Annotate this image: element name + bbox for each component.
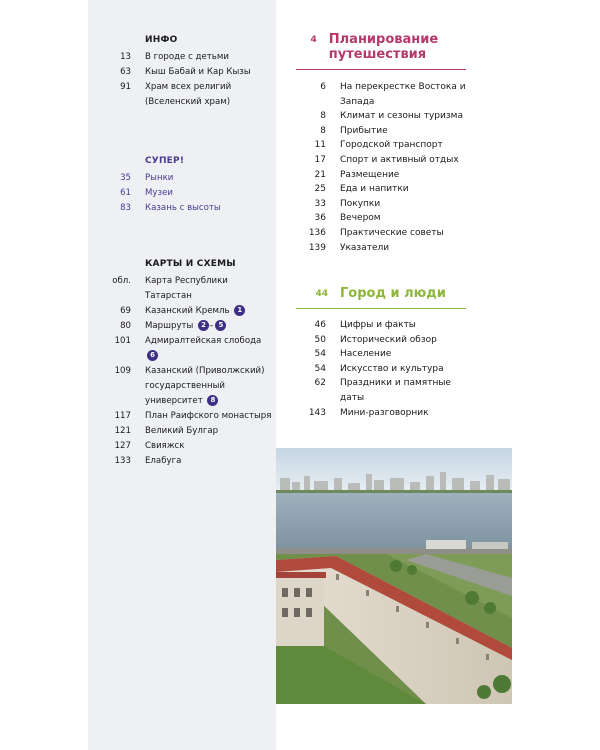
list-item[interactable]: 91 Храм всех религий (Вселенский храм) <box>120 82 232 107</box>
list-item[interactable]: 13 В городе с детьми <box>120 52 229 62</box>
list-item[interactable]: 54 Население <box>314 349 392 360</box>
list-item[interactable]: 101 Адмиралтейская слобода 6 <box>114 336 262 359</box>
city-section <box>296 286 466 420</box>
list-item[interactable]: 11 Городской транспорт <box>314 140 443 151</box>
kremlin-river-photo <box>276 448 512 704</box>
list-item[interactable]: 121 Великий Булгар <box>114 426 219 436</box>
list-item[interactable]: 143 Мини-разговорник <box>308 407 429 418</box>
info-title: ИНФО <box>145 35 178 45</box>
list-item[interactable]: 8 Прибытие <box>320 125 388 136</box>
list-item[interactable]: 80 Маршруты 2 – 5 <box>88 319 276 334</box>
list-item[interactable]: 8 Климат и сезоны туризма <box>320 111 463 122</box>
list-item[interactable]: 25 Еда и напитки <box>314 184 409 195</box>
list-item[interactable]: 54 Искусство и культура <box>314 363 444 374</box>
planning-title: Планирование путешествия <box>328 32 439 62</box>
list-item[interactable]: 136 Практические советы <box>308 227 444 238</box>
city-heading[interactable] <box>296 286 466 305</box>
list-item[interactable]: 21 Размещение <box>314 169 400 180</box>
list-item[interactable]: 133 Елабуга <box>114 456 182 466</box>
map-number-badge: 1 <box>234 305 245 316</box>
map-number-badge: 8 <box>207 395 218 406</box>
list-item[interactable]: 33 Покупки <box>314 198 381 209</box>
list-item[interactable]: 17 Спорт и активный отдых <box>314 154 459 165</box>
planning-page: 4 <box>310 35 317 45</box>
city-divider <box>296 308 466 309</box>
list-item[interactable]: 139 Указатели <box>308 242 390 253</box>
list-item[interactable]: 50 Исторический обзор <box>314 334 437 345</box>
list-item[interactable]: 6 На перекрестке Востока и Запада <box>320 82 466 107</box>
kremlin-river-photo-illustration <box>276 448 512 704</box>
list-item[interactable]: 61 Музеи <box>120 188 173 198</box>
planning-section <box>296 32 466 255</box>
map-number-badge: 5 <box>215 320 226 331</box>
list-item[interactable]: 46 Цифры и факты <box>314 320 416 330</box>
list-item[interactable]: 117 План Раифского монастыря <box>114 411 272 421</box>
planning-divider <box>296 69 466 70</box>
list-item[interactable]: 62 Праздники и памятные даты <box>314 378 451 403</box>
city-title: Город и люди <box>340 286 446 301</box>
list-item[interactable]: 69 Казанский Кремль 1 <box>88 304 276 319</box>
super-section <box>88 155 276 216</box>
list-item[interactable]: 63 Кыш Бабай и Кар Кызы <box>120 67 251 77</box>
info-section <box>88 34 276 110</box>
maps-title: КАРТЫ И СХЕМЫ <box>145 259 236 269</box>
map-number-badge: 2 <box>198 320 209 331</box>
list-item[interactable]: 127 Свияжск <box>114 441 185 451</box>
planning-heading[interactable] <box>296 32 466 66</box>
city-page: 44 <box>315 289 328 299</box>
list-item[interactable]: 35 Рынки <box>120 173 174 183</box>
list-item[interactable]: обл. Карта Республики Татарстан <box>112 276 228 301</box>
map-number-badge: 6 <box>147 350 158 361</box>
maps-section <box>88 258 276 469</box>
super-title: СУПЕР! <box>145 156 185 166</box>
list-item[interactable]: 83 Казань с высоты <box>120 203 221 213</box>
list-item[interactable]: 109 Казанский (Приволжский) государственный университет 8 <box>114 366 265 406</box>
list-item[interactable]: 36 Вечером <box>314 213 381 224</box>
